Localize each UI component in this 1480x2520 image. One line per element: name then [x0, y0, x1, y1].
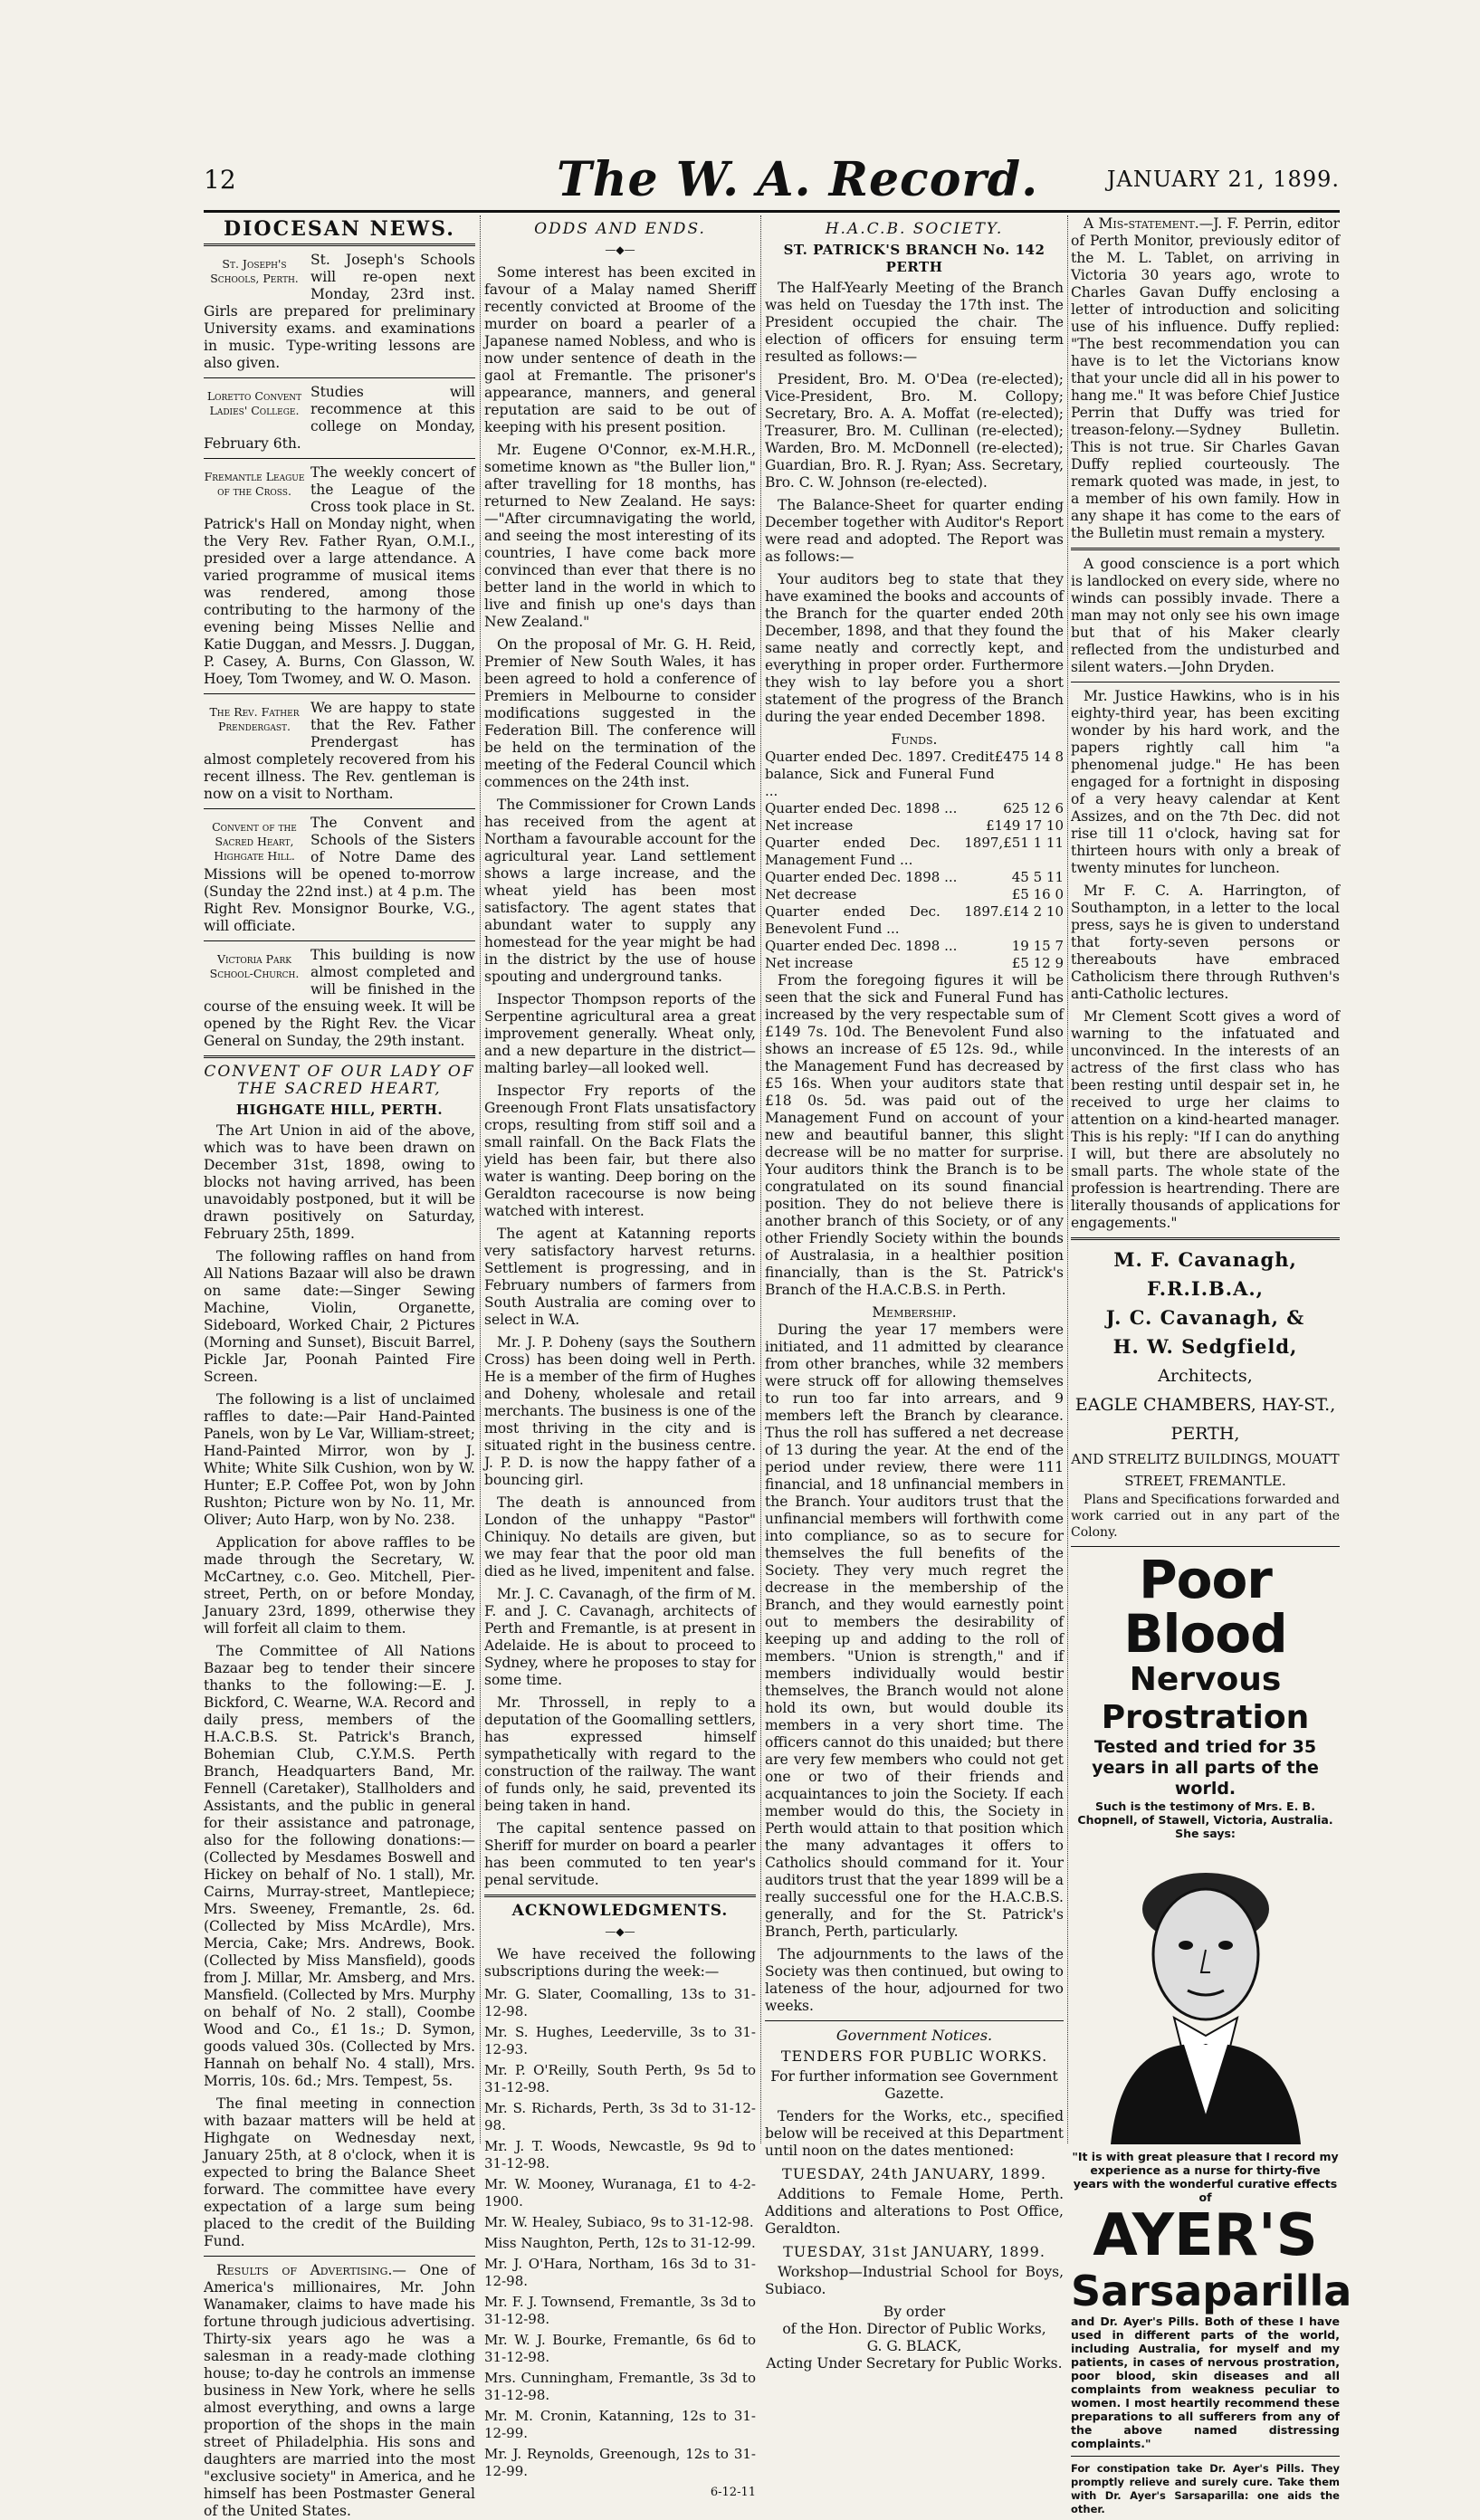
- fund-label: Quarter ended Dec. 1897, Management Fund ...: [765, 835, 1004, 868]
- membership-heading: Membership.: [872, 1304, 957, 1321]
- article-paragraph: On the proposal of Mr. G. H. Reid, Premier of New South Wales, it has been agreed to hold a conference of Premiers in Melbourne to consider modifications suggested in the Federation Bill. The conference will be held on the termination of the meeting of the Federal Council which commences on the 24th inst.: [484, 636, 756, 790]
- ornament-divider: —◆—: [605, 1925, 635, 1938]
- column-hacb-society: [765, 215, 1064, 2372]
- section-title: H.A.C.B. SOCIETY.: [825, 220, 1004, 238]
- misc-paragraphs: [1071, 556, 1340, 1232]
- tenders-text: Tenders for the Works, etc., specified below will be received at this Department until noon on the dates mentioned:: [765, 2108, 1064, 2159]
- arch-line: PERTH,: [1170, 1424, 1240, 1444]
- arch-line: J. C. Cavanagh, &: [1105, 1306, 1305, 1329]
- convent-article: [204, 1122, 475, 2250]
- ad-tagline: Tested and tried for 35 years in all parts of the world.: [1092, 1737, 1319, 1799]
- fund-row: [765, 903, 1064, 938]
- ack-item: Mr. W. J. Bourke, Fremantle, 6s 6d to 31-12-98.: [484, 2332, 756, 2365]
- item-sidehead: Convent of the Sacred Heart, Highgate Hill.: [212, 820, 297, 863]
- fund-amount: £149 17 10: [986, 817, 1064, 834]
- divider: [1071, 2456, 1340, 2457]
- divider: [204, 808, 475, 809]
- item-text: The weekly concert of the League of the Cross took place in St. Patrick's Hall on Monday night, when the Very Rev. Father Ryan, O.M.I., presided over a large attendance. A varied programme of musical items was rendered, among those contributing to the harmony of the evening being Misses Nellie and Katie Duggan, and Messrs. J. Duggan, P. Casey, A. Burns, Con Glasson, W. Hoey, Tom Twomey, and W. O. Mason.: [204, 464, 475, 687]
- ad-brand: AYER'S: [1093, 2202, 1318, 2269]
- item-sidehead: The Rev. Father Prendergast.: [209, 705, 300, 733]
- fund-label: Quarter ended Dec. 1897. Benevolent Fund ...: [765, 903, 1004, 937]
- architects-ad: [1071, 1246, 1340, 1541]
- arch-line: EAGLE CHAMBERS, HAY-ST.,: [1074, 1395, 1336, 1415]
- advert-text: — One of America's millionaires, Mr. John Wanamaker, claims to have made his fortune through judicious advertising. Thirty-six years ago he was a salesman in a ready-made clothing house; to-day he controls an immense business in New York, where he sells almost everything, and owns a large proportion of the shops in the main street of Philadelphia. His sons and daughters are married into the most "exclusive society" in America, and he himself has been Postmaster General of the United States.: [204, 2262, 475, 2519]
- ad-footnote: For constipation take Dr. Ayer's Pills. They promptly relieve and surely cure. Take them with Dr. Ayer's Sarsaparilla: one aids the other.: [1071, 2462, 1340, 2515]
- item-text: Studies will recommence at this college on Monday, February 6th.: [204, 384, 475, 452]
- section-subtitle: ST. PATRICK'S BRANCH No. 142 PERTH: [783, 242, 1046, 275]
- article-paragraph: The Art Union in aid of the above, which was to have been drawn on December 31st, 1898, owing to blocks not having arrived, has been unavoidably postponed, but it will be drawn positively on Saturday, February 25th, 1899.: [204, 1122, 475, 1242]
- ack-item: Mr. W. Mooney, Wuranaga, £1 to 4-2-1900.: [484, 2176, 756, 2210]
- hacb-para: From the foregoing figures it will be seen that the sick and Funeral Fund has increased by the very respectable sum of £149 7s. 10d. The Benevolent Fund also shows an increase of £5 12s. 9d., while the Management Fund has decreased by £5 16s. When your auditors state that £18 0s. 5d. was paid out of the Management Fund on account of your new and beautiful banner, this slight decrease will be no matter for surprise. Your auditors think the Branch is to be congratulated on its sound financial position. They do not believe there is another branch of this Society, or of any other Friendly Society within the bounds of Australasia, in a healthier position financially, than is the St. Patrick's Branch of the H.A.C.B.S. in Perth.: [765, 972, 1064, 1298]
- hacb-article: [765, 280, 1064, 726]
- convent-subtitle: HIGHGATE HILL, PERTH.: [235, 1102, 444, 1118]
- tenders-title: TENDERS FOR PUBLIC WORKS.: [780, 2048, 1048, 2065]
- article-paragraph: The Balance-Sheet for quarter ending December together with Auditor's Report were read and adopted. The Report was as follows:—: [765, 497, 1064, 565]
- divider: [765, 2020, 1064, 2021]
- fund-label: Net decrease: [765, 886, 857, 902]
- tender-date: TUESDAY, 31st JANUARY, 1899.: [783, 2243, 1046, 2260]
- article-paragraph: Mr. Throssell, in reply to a deputation of the Goomalling settlers, has expressed himself sympathetically with regard to the construction of the railway. The want of funds only, he said, prevented its being taken in hand.: [484, 1694, 756, 1814]
- ack-item: Mr. J. O'Hara, Northam, 16s 3d to 31-12-98.: [484, 2256, 756, 2289]
- fund-row: [765, 800, 1064, 817]
- column-divider: [760, 215, 761, 2143]
- fund-amount: 19 15 7: [1011, 938, 1064, 954]
- ack-item: Mr. J. Reynolds, Greenough, 12s to 31-12-99.: [484, 2446, 756, 2479]
- column-diocesan-news: [204, 215, 475, 2519]
- article-paragraph: The capital sentence passed on Sheriff for murder on board a pearler has been commuted to ten year's penal servitude.: [484, 1820, 756, 1888]
- divider: [204, 458, 475, 459]
- ack-list: [484, 1986, 756, 2480]
- divider: [204, 693, 475, 694]
- article-paragraph: The Half-Yearly Meeting of the Branch was held on Tuesday the 17th inst. The President occupied the chair. The election of officers for ensuing term resulted as follows:—: [765, 280, 1064, 365]
- funds-table: [765, 749, 1064, 972]
- ad-headline: Nervous Prostration: [1101, 1661, 1310, 1736]
- ad-product: Sarsaparilla: [1071, 2267, 1352, 2315]
- issue-date: JANUARY 21, 1899.: [1106, 167, 1340, 192]
- item-sidehead: Victoria Park School-Church.: [209, 952, 300, 980]
- fund-amount: £51 1 11: [1003, 835, 1064, 851]
- article-paragraph: The Committee of All Nations Bazaar beg to tender their sincere thanks to the following:—E. J. Bickford, C. Wearne, W.A. Record and daily press, members of the H.A.C.B.S. St. Patrick's Branch, Bohemian Club, C.Y.M.S. Perth Branch, Headquarters Band, Mr. Fennell (Caretaker), Stallholders and Assistants, and the public in general for their assistance and patronage, also for the following donations:—(Collected by Mesdames Boswell and Hickey on behalf of No. 1 stall), Mr. Cairns, Murray-street, Mantlepiece; Mrs. Sweeney, Fremantle, 2s. 6d. (Collected by Miss McArdle), Mrs. Mercia, Cake; Mrs. Andrews, Book. (Collected by Miss Mansfield), goods from J. Millar, Mr. Amsberg, and Mrs. Mansfield. (Collected by Mrs. Murphy on behalf of No. 2 stall), Coombe Wood and Co., £1 1s.; D. Symon, goods valued 30s. (Collected by Mrs. Hannah on behalf No. 4 stall), Mrs. Morris, 10s. 6d.; Mrs. Tempest, 5s.: [204, 1643, 475, 2089]
- fund-amount: £5 12 9: [1011, 955, 1064, 971]
- fund-label: Net increase: [765, 955, 854, 971]
- hacb-para: The adjournments to the laws of the Society was then continued, but owing to lateness of the hour, adjourned for two weeks.: [765, 1946, 1064, 2014]
- divider: [1071, 1546, 1340, 1547]
- news-item: [204, 464, 475, 688]
- fund-label: Quarter ended Dec. 1898 ...: [765, 938, 958, 954]
- article-paragraph: Your auditors beg to state that they have examined the books and accounts of the Branch for the quarter ended 20th December, 1898, and that they found the same neatly and correctly kept, and everything in proper order. Furthermore they wish to lay before you a short statement of the progress of the Branch during the year ended December 1898.: [765, 571, 1064, 725]
- fund-row: [765, 869, 1064, 886]
- ack-intro: We have received the following subscriptions during the week:—: [484, 1946, 756, 1980]
- divider: [1071, 1237, 1340, 1240]
- fund-amount: £5 16 0: [1011, 886, 1064, 902]
- footer-code: 6-12-11: [710, 2486, 756, 2499]
- signature-line: Acting Under Secretary for Public Works.: [766, 2355, 1063, 2372]
- divider: [204, 940, 475, 941]
- ack-item: Mr. G. Slater, Coomalling, 13s to 31-12-98.: [484, 1986, 756, 2019]
- fund-row: [765, 938, 1064, 955]
- arch-line: AND STRELITZ BUILDINGS, MOUATT STREET, FREMANTLE.: [1071, 1451, 1340, 1489]
- divider: [204, 243, 475, 246]
- article-paragraph: President, Bro. M. O'Dea (re-elected); Vice-President, Bro. M. Collopy; Secretary, Bro. A. A. Moffat (re-elected); Treasurer, Bro. M. Cullinan (re-elected); Warden, Bro. M. McDonnell (re-elected); Guardian, Bro. R. J. Ryan; Ass. Secretary, Bro. C. W. Johnson (re-elected).: [765, 371, 1064, 491]
- fund-amount: £475 14 8: [994, 749, 1064, 765]
- tender-items: Additions to Female Home, Perth. Additions and alterations to Post Office, Geraldton.: [765, 2186, 1064, 2237]
- item-text: This building is now almost completed and will be finished in the course of the ensuing week. It will be opened by the Right Rev. the Vicar General on Sunday, the 29th instant.: [204, 947, 475, 1049]
- section-title: ODDS AND ENDS.: [534, 220, 706, 238]
- ack-item: Mr. S. Hughes, Leederville, 3s to 31-12-93.: [484, 2024, 756, 2057]
- ayers-ad: [1071, 1549, 1352, 2516]
- ad-quote: "It is with great pleasure that I record my experience as a nurse for thirty-five years with the wonderful curative effects of: [1072, 2150, 1339, 2204]
- fund-label: Net increase: [765, 817, 854, 834]
- ack-item: Mr. F. J. Townsend, Fremantle, 3s 3d to 31-12-98.: [484, 2294, 756, 2327]
- column-misc-ads: [1071, 215, 1352, 2515]
- divider: [204, 2256, 475, 2257]
- article-paragraph: Mr. J. P. Doheny (says the Southern Cross) has been doing well in Perth. He is a member of the firm of Hughes and Doheny, wholesale and retail merchants. The business is one of the most thriving in the city and is situated right in the business centre. J. P. D. is now the happy father of a bouncing girl.: [484, 1334, 756, 1488]
- arch-line: M. F. Cavanagh, F.R.I.B.A.,: [1113, 1248, 1297, 1300]
- article-paragraph: Inspector Thompson reports of the Serpentine agricultural area a great improvement generally. Wheat only, and a new departure in the district—malting barley—all looked well.: [484, 991, 756, 1076]
- article-paragraph: A good conscience is a port which is landlocked on every side, where no winds can possibly invade. There a man may not only see his own image but that of his Maker clearly reflected from the undisturbed and silent waters.—John Dryden.: [1071, 556, 1340, 675]
- article-paragraph: The following is a list of unclaimed raffles to date:—Pair Hand-Painted Panels, won by Le Var, William-street; Hand-Painted Mirror, won by J. White; White Silk Cushion, won by W. Hunter; E.P. Coffee Pot, won by John Rushton; Picture won by No. 11, Mr. Oliver; Auto Harp, won by No. 238.: [204, 1391, 475, 1528]
- signature-line: of the Hon. Director of Public Works,: [782, 2321, 1046, 2337]
- article-paragraph: Some interest has been excited in favour of a Malay named Sheriff recently convicted at Broome of the murder on board a pearler of a Japanese named Nobless, and who is now under sentence of death in the gaol at Fremantle. The prisoner's appearance, manners, and general reputation are said to be out of keeping with his present position.: [484, 264, 756, 435]
- news-item: [204, 700, 475, 803]
- divider: [204, 377, 475, 378]
- ack-item: Mr. W. Healey, Subiaco, 9s to 31-12-98.: [484, 2214, 754, 2230]
- item-sidehead: Loretto Convent Ladies' College.: [206, 389, 302, 417]
- funds-heading: Funds.: [891, 731, 938, 748]
- divider: [204, 1055, 475, 1058]
- woman-portrait-icon: [1084, 1846, 1328, 2144]
- item-text: St. Joseph's Schools will re-open next Monday, 23rd inst. Girls are prepared for preliminary University exams. and examinations in music. Type-writing lessons are also given.: [204, 252, 475, 371]
- ornament-divider: —◆—: [605, 243, 635, 256]
- ack-item: Mr. P. O'Reilly, South Perth, 9s 5d to 31-12-98.: [484, 2062, 756, 2095]
- article-paragraph: Mr Clement Scott gives a word of warning to the infatuated and unconvinced. In the interests of an actress of the first class who has been resting until despair set in, he received to urge her claims to attention on a kind-hearted manager. This is his reply: "If I can do anything I will, but there are absolutely no small parts. The whole state of the profession is heartrending. There are literally thousands of applications for engagements.": [1071, 1008, 1340, 1231]
- fund-amount: 625 12 6: [1003, 800, 1064, 816]
- ad-headline: Poor Blood: [1123, 1549, 1287, 1665]
- article-paragraph: Inspector Fry reports of the Greenough Front Flats unsatisfactory crops, resulting from stiff soil and a small rainfall. On the Back Flats the yield has been fair, but there also water is wanting. Deep boring on the Geraldton racecourse is now being watched with interest.: [484, 1083, 756, 1219]
- tender-items: Workshop—Industrial School for Boys, Subiaco.: [765, 2264, 1064, 2297]
- article-paragraph: The following raffles on hand from All Nations Bazaar will also be drawn on same date:—Singer Sewing Machine, Violin, Organette, Sideboard, Worked Chair, 2 Pictures (Morning and Sunset), Biscuit Barrel, Pickle Jar, Poonah Painted Fire Screen.: [204, 1248, 475, 1385]
- masthead: The W. A. Record.: [557, 152, 1039, 207]
- mis-text: —J. F. Perrin, editor of Perth Monitor, previously editor of the M. L. Tablet, on arriving in Victoria 30 years ago, wrote to Charles Gavan Duffy enclosing a letter of introduction and soliciting use of his influence. Duffy replied: "The best recommendation you can have is to let the Victorians know that your uncle did all in his power to hang me." It was before Chief Justice Perrin that Duffy was tried for treason-felony.—Sydney Bulletin. This is not true. Sir Charles Gavan Duffy replied courteously. The remark quoted was made, in jest, to a member of his own family. How in any shape it has come to the ears of the Bulletin must remain a mystery.: [1071, 215, 1340, 541]
- ack-item: Mr. J. T. Woods, Newcastle, 9s 9d to 31-12-98.: [484, 2138, 756, 2172]
- article-paragraph: The agent at Katanning reports very satisfactory harvest returns. Settlement is progressing, and in February numbers of farmers from South Australia are coming over to select in W.A.: [484, 1226, 756, 1328]
- column-divider: [480, 215, 481, 2143]
- article-paragraph: The death is announced from London of the unhappy "Pastor" Chiniquy. No details are given, but we may fear that the poor old man died as he lived, impenitent and false.: [484, 1494, 756, 1580]
- divider: [484, 1895, 756, 1897]
- section-title: DIOCESAN NEWS.: [224, 217, 455, 241]
- fund-row: [765, 749, 1064, 800]
- advert-lead: Results of Advertising.: [216, 2262, 393, 2278]
- column-odds-and-ends: [484, 215, 756, 2499]
- article-paragraph: Mr F. C. A. Harrington, of Southampton, in a letter to the local press, says he is given to understand that forty-seven persons or thereabouts have embraced Catholicism there through Ruthven's anti-Catholic lectures.: [1071, 883, 1340, 1002]
- fund-amount: £14 2 10: [1003, 903, 1064, 920]
- article-paragraph: Mr. J. C. Cavanagh, of the firm of M. F. and J. C. Cavanagh, architects of Perth and Fremantle, is at present in Adelaide. He is about to proceed to Sydney, where he proposes to stay for some time.: [484, 1586, 756, 1688]
- fund-row: [765, 817, 1064, 835]
- article-paragraph: The Commissioner for Crown Lands has received from the agent at Northam a favourable account for the agricultural year. Land settlement shows a large increase, and the wheat yield has been most satisfactory. The agent states that abundant water to supply any homestead for the year might be had in the district by the use of house spouting and underground tanks.: [484, 797, 756, 985]
- ad-testimony: Such is the testimony of Mrs. E. B. Chopnell, of Stawell, Victoria, Australia. She says:: [1077, 1799, 1333, 1840]
- convent-title: CONVENT OF OUR LADY OF THE SACRED HEART,: [204, 1063, 475, 1098]
- ack-item: Mr. M. Cronin, Katanning, 12s to 31-12-99.: [484, 2408, 756, 2441]
- article-paragraph: The final meeting in connection with bazaar matters will be held at Highgate on Wednesday next, January 25th, at 8 o'clock, when it is expected to bring the Balance Sheet forward. The committee have every expectation of a large sum being placed to the credit of the Building Fund.: [204, 2095, 475, 2249]
- fund-amount: 45 5 11: [1011, 869, 1064, 885]
- signature-line: By order: [883, 2304, 946, 2320]
- odds-article: [484, 264, 756, 1889]
- item-text: The Convent and Schools of the Sisters of Notre Dame des Missions will be opened to-morrow (Sunday the 22nd inst.) at 4 p.m. The Right Rev. Monsignor Bourke, V.G., will officiate.: [204, 815, 475, 934]
- news-item: [204, 947, 475, 1050]
- page-header: [204, 152, 1340, 206]
- fund-label: Quarter ended Dec. 1897. Credit balance, Sick and Funeral Fund ...: [765, 749, 995, 799]
- page-number: 12: [204, 165, 236, 195]
- item-sidehead: Fremantle League of the Cross.: [204, 470, 305, 498]
- arch-line: H. W. Sedgfield,: [1112, 1335, 1298, 1358]
- ack-title: ACKNOWLEDGMENTS.: [511, 1902, 729, 1920]
- ack-item: Mrs. Cunningham, Fremantle, 3s 3d to 31-12-98.: [484, 2370, 756, 2403]
- hacb-para: During the year 17 members were initiated, and 11 admitted by clearance from other branches, while 32 members were struck off for allowing themselves to run too far into arrears, and 9 members left the Branch by clearance. Thus the roll has suffered a net decrease of 13 during the year. At the end of the period under review, there were 111 financial, and 18 unfinancial members in the Branch. Your auditors trust that the unfinancial members will forthwith come into compliance, so as to secure for themselves the full benefits of the Society. They very much regret the decrease in the membership of the Branch, and they would earnestly point out to members the desirability of keeping up and adding to the roll of members. "Union is strength," and if members individually would bestir themselves, the Branch would not alone hold its own, but would double its members in a very short time. The officers cannot do this unaided; but there are very few members who could not get one or two of their friends and acquaintances to join the Society. If each member would do this, the Society in Perth would attain to that position which the many advantages it offers to Catholics should command for it. Your auditors trust that the year 1899 will be a really successful one for the H.A.C.B.S. generally, and for the St. Patrick's Branch, Perth, particularly.: [765, 1322, 1064, 1940]
- news-item: [204, 815, 475, 935]
- item-text: We are happy to state that the Rev. Father Prendergast has almost completely recovered from his recent illness. The Rev. gentleman is now on a visit to Northam.: [204, 700, 475, 802]
- tenders-info: For further information see Government Gazette.: [770, 2068, 1058, 2102]
- news-item: [204, 252, 475, 372]
- item-sidehead: St. Joseph's Schools, Perth.: [210, 257, 299, 285]
- arch-line: Plans and Specifications forwarded and work carried out in any part of the Colony.: [1071, 1493, 1340, 1540]
- fund-row: [765, 955, 1064, 972]
- article-paragraph: Mr. Justice Hawkins, who is in his eighty-third year, has been exciting wonder by his hard work, and the papers rightly call him "a phenomenal judge." He has been engaged for a fortnight in disposing of a very heavy calendar at Kent Assizes, and on the 7th Dec. did not rise till 11 o'clock, having sat for thirteen hours with only a break of twenty minutes for luncheon.: [1071, 688, 1340, 876]
- article-paragraph: Mr. Eugene O'Connor, ex-M.H.R., sometime known as "the Buller lion," after travelling for 18 months, has returned to New Zealand. He says:—"After circumnavigating the world, and seeing the most interesting of its countries, I have come back more convinced than ever that there is no better land in the world in which to live and finish up one's days than New Zealand.": [484, 442, 756, 630]
- fund-label: Quarter ended Dec. 1898 ...: [765, 869, 958, 885]
- fund-row: [765, 835, 1064, 869]
- arch-line: Architects,: [1158, 1366, 1253, 1386]
- ack-item: Miss Naughton, Perth, 12s to 31-12-99.: [484, 2235, 756, 2251]
- fund-label: Quarter ended Dec. 1898 ...: [765, 800, 958, 816]
- gov-notices-banner: Government Notices.: [835, 2027, 993, 2044]
- ack-item: Mr. S. Richards, Perth, 3s 3d to 31-12-98.: [484, 2100, 756, 2133]
- diocesan-items: [204, 252, 475, 1050]
- news-item: [204, 384, 475, 453]
- article-paragraph: Application for above raffles to be made through the Secretary, W. McCartney, c.o. Geo. Mitchell, Pier-street, Perth, on or before Monday, January 23rd, 1899, otherwise they will forfeit all claim to them.: [204, 1534, 475, 1637]
- divider: [1071, 548, 1340, 550]
- signature-line: G. G. BLACK,: [866, 2338, 962, 2354]
- ad-body: and Dr. Ayer's Pills. Both of these I have used in different parts of the world, including Australia, for myself and my patients, in cases of nervous prostration, poor blood, skin diseases and all complaints from weakness peculiar to women. I most heartily recommend these preparations to all sufferers from any of the above named distressing complaints.": [1071, 2315, 1340, 2450]
- fund-row: [765, 886, 1064, 903]
- mis-lead: A Mis-statement.: [1084, 215, 1199, 232]
- tender-date: TUESDAY, 24th JANUARY, 1899.: [782, 2165, 1046, 2182]
- header-rule: [204, 210, 1340, 213]
- column-divider: [1067, 215, 1068, 2143]
